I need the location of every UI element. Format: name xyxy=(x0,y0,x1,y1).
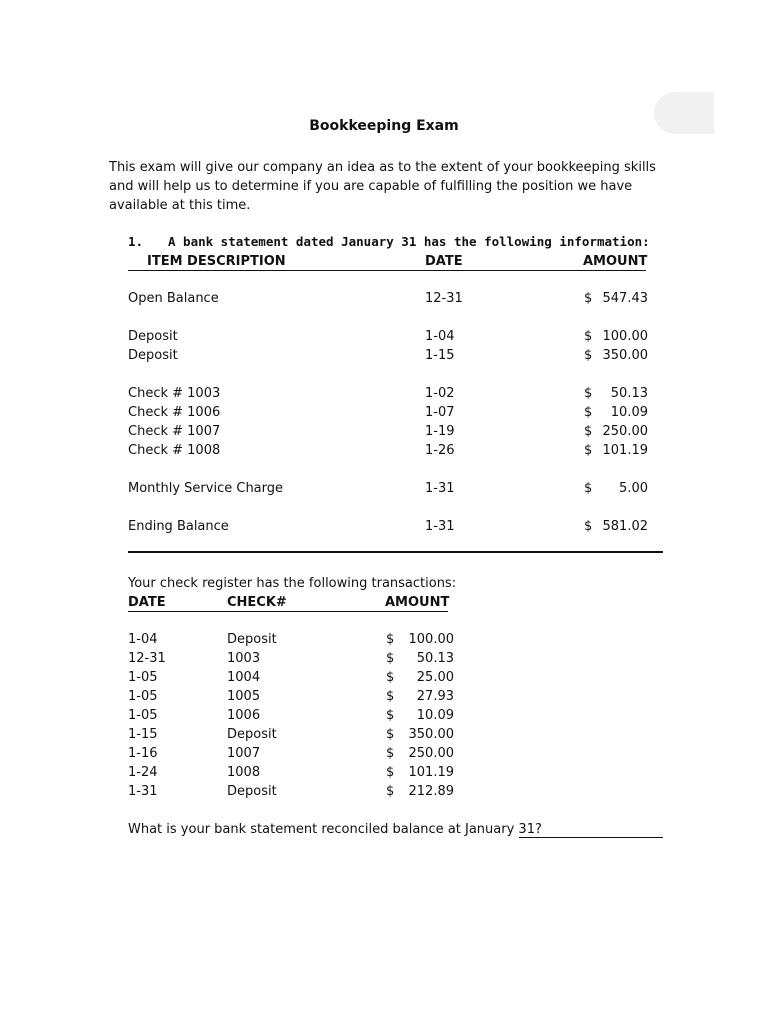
register-row-check: Deposit xyxy=(227,727,277,742)
bank-row-amount: 350.00 xyxy=(602,348,648,363)
register-row-currency: $ xyxy=(386,632,395,647)
section-divider xyxy=(128,551,663,553)
bank-row-date: 12-31 xyxy=(425,291,463,306)
bank-row-date: 1-31 xyxy=(425,481,455,496)
register-row-date: 12-31 xyxy=(128,651,166,666)
register-row xyxy=(0,765,768,784)
bank-row-description: Ending Balance xyxy=(128,519,229,534)
register-row-check: Deposit xyxy=(227,632,277,647)
bank-row-amount: 581.02 xyxy=(602,519,648,534)
bank-row xyxy=(0,405,768,424)
bank-row-currency: $ xyxy=(584,519,593,534)
bank-row-amount: 100.00 xyxy=(602,329,648,344)
register-row-currency: $ xyxy=(386,670,395,685)
bank-header-underline xyxy=(128,270,646,271)
bank-row-date: 1-04 xyxy=(425,329,455,344)
register-row-check: 1007 xyxy=(227,746,261,761)
bank-row xyxy=(0,348,768,367)
question-1 xyxy=(128,234,650,249)
register-row xyxy=(0,670,768,689)
register-row-amount: 350.00 xyxy=(408,727,454,742)
bank-row-currency: $ xyxy=(584,424,593,439)
register-row-amount: 100.00 xyxy=(408,632,454,647)
bank-row xyxy=(0,291,768,310)
register-header-date: DATE xyxy=(128,595,166,610)
bank-header-amount: AMOUNT xyxy=(583,254,648,269)
bank-row-date: 1-31 xyxy=(425,519,455,534)
register-row-currency: $ xyxy=(386,689,395,704)
register-row-currency: $ xyxy=(386,651,395,666)
register-row xyxy=(0,632,768,651)
register-row-currency: $ xyxy=(386,727,395,742)
register-row-date: 1-05 xyxy=(128,708,158,723)
bank-row xyxy=(0,386,768,405)
bank-row-currency: $ xyxy=(584,443,593,458)
register-row-currency: $ xyxy=(386,784,395,799)
bank-row xyxy=(0,519,768,538)
register-row-date: 1-04 xyxy=(128,632,158,647)
register-row-date: 1-16 xyxy=(128,746,158,761)
register-row-check: Deposit xyxy=(227,784,277,799)
bank-header-description: ITEM DESCRIPTION xyxy=(147,254,286,269)
register-row-currency: $ xyxy=(386,765,395,780)
bank-header-date: DATE xyxy=(425,254,463,269)
register-row-currency: $ xyxy=(386,708,395,723)
bank-row-description: Deposit xyxy=(128,348,178,363)
register-header-amount: AMOUNT xyxy=(385,595,450,610)
bank-row-date: 1-15 xyxy=(425,348,455,363)
register-row-check: 1006 xyxy=(227,708,261,723)
bank-row-amount: 5.00 xyxy=(619,481,648,496)
bank-row xyxy=(0,443,768,462)
register-row-check: 1008 xyxy=(227,765,261,780)
bank-row-description: Deposit xyxy=(128,329,178,344)
register-row-check: 1003 xyxy=(227,651,261,666)
register-row-check: 1005 xyxy=(227,689,261,704)
register-row xyxy=(0,651,768,670)
register-row-amount: 27.93 xyxy=(416,689,454,704)
question-1-number: 1. xyxy=(128,234,144,249)
bank-row-currency: $ xyxy=(584,386,593,401)
page-title: Bookkeeping Exam xyxy=(309,118,459,134)
register-header-underline xyxy=(128,611,448,612)
register-row-amount: 10.09 xyxy=(416,708,454,723)
bank-row-amount: 50.13 xyxy=(610,386,648,401)
register-row-amount: 50.13 xyxy=(416,651,454,666)
bank-row xyxy=(0,481,768,500)
bank-row-date: 1-26 xyxy=(425,443,455,458)
final-question: What is your bank statement reconciled balance at January 31? xyxy=(128,822,542,837)
bank-row-description: Check # 1007 xyxy=(128,424,221,439)
bank-row-currency: $ xyxy=(584,405,593,420)
check-register-intro: Your check register has the following transactions: xyxy=(128,576,457,591)
register-row-date: 1-24 xyxy=(128,765,158,780)
bank-row-description: Check # 1003 xyxy=(128,386,221,401)
register-row xyxy=(0,689,768,708)
bank-row-amount: 547.43 xyxy=(602,291,648,306)
bank-row-date: 1-07 xyxy=(425,405,455,420)
register-row xyxy=(0,746,768,765)
register-row xyxy=(0,727,768,746)
bank-row-date: 1-19 xyxy=(425,424,455,439)
answer-blank[interactable] xyxy=(519,837,663,838)
register-row-amount: 212.89 xyxy=(408,784,454,799)
intro-paragraph: This exam will give our company an idea as to the extent of your bookkeeping skills and will help us to determine if you are capable of fulfilling the position we have available at this time. xyxy=(109,160,656,213)
register-row-date: 1-05 xyxy=(128,670,158,685)
bank-row-amount: 10.09 xyxy=(610,405,648,420)
bank-row-amount: 250.00 xyxy=(602,424,648,439)
register-row-date: 1-31 xyxy=(128,784,158,799)
question-1-text: A bank statement dated January 31 has the following information: xyxy=(168,234,650,249)
register-row-date: 1-05 xyxy=(128,689,158,704)
register-row-currency: $ xyxy=(386,746,395,761)
register-row xyxy=(0,784,768,803)
bank-row-description: Check # 1006 xyxy=(128,405,221,420)
register-row-amount: 101.19 xyxy=(408,765,454,780)
bank-row xyxy=(0,329,768,348)
register-row-amount: 25.00 xyxy=(416,670,454,685)
register-header-check: CHECK# xyxy=(227,595,287,610)
bank-row xyxy=(0,424,768,443)
bank-row-amount: 101.19 xyxy=(602,443,648,458)
bank-row-currency: $ xyxy=(584,291,593,306)
bank-row-currency: $ xyxy=(584,481,593,496)
bank-row-description: Monthly Service Charge xyxy=(128,481,284,496)
register-row-amount: 250.00 xyxy=(408,746,454,761)
bank-row-date: 1-02 xyxy=(425,386,455,401)
bank-row-description: Check # 1008 xyxy=(128,443,221,458)
bank-row-currency: $ xyxy=(584,329,593,344)
bank-row-currency: $ xyxy=(584,348,593,363)
register-row xyxy=(0,708,768,727)
register-row-check: 1004 xyxy=(227,670,261,685)
bank-row-description: Open Balance xyxy=(128,291,219,306)
register-row-date: 1-15 xyxy=(128,727,158,742)
